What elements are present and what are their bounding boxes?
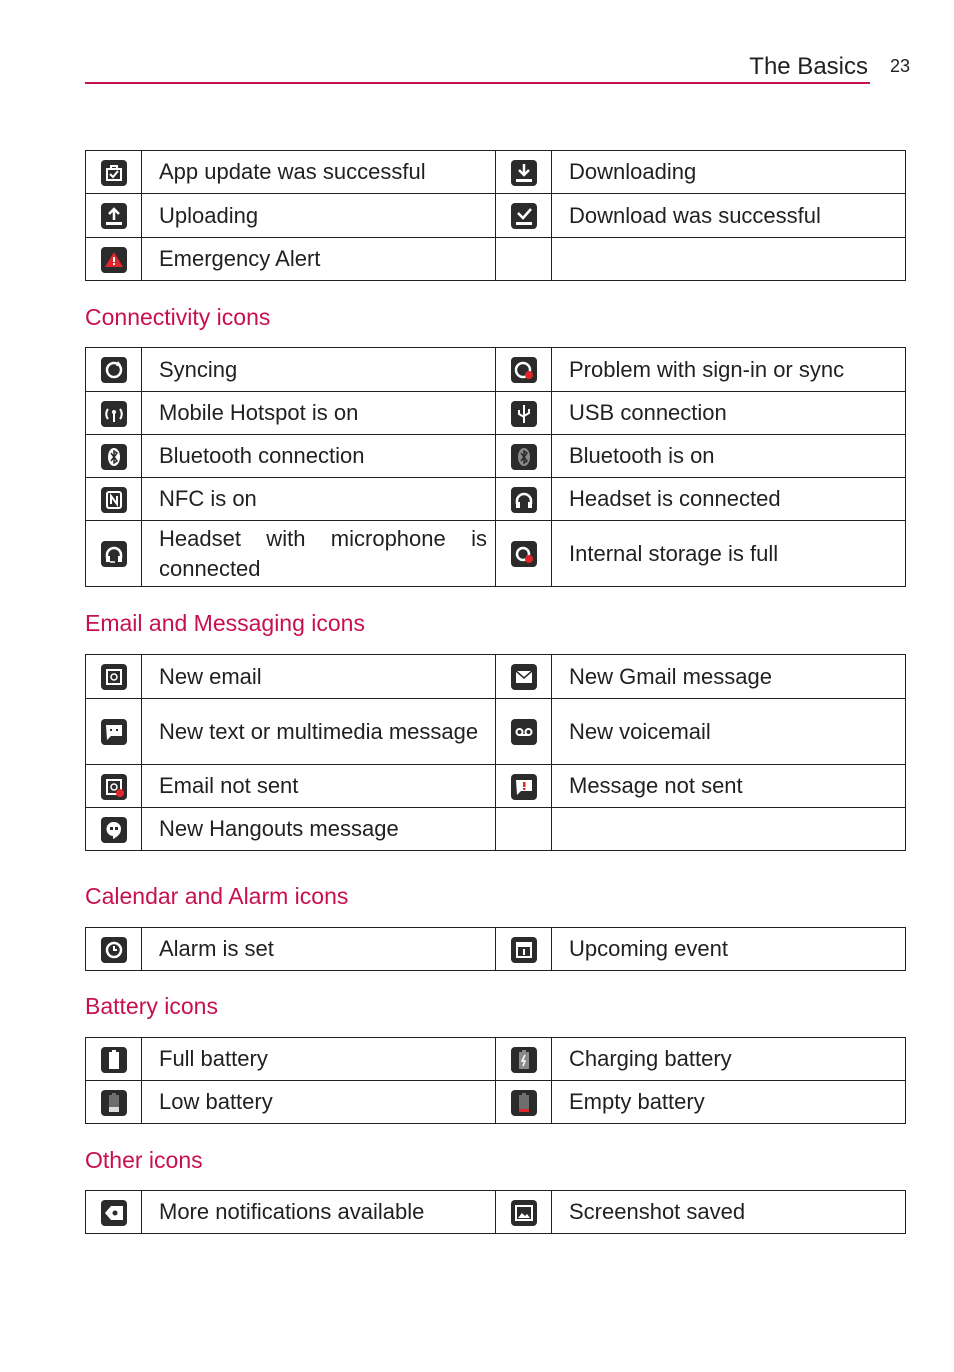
icon-label: Screenshot saved [552,1191,906,1234]
icon-label: App update was successful [142,151,496,194]
download-icon [511,160,537,186]
battery-empty-icon [511,1090,537,1116]
icon-cell [496,478,552,521]
icon-label: New voicemail [552,699,906,765]
email-not-sent-icon [101,774,127,800]
connectivity-icons-table [85,347,906,587]
section-title-connectivity: Connectivity icons [85,304,271,330]
icon-cell [496,392,552,435]
app-update-icon [101,160,127,186]
icon-label: NFC is on [142,478,496,521]
icon-cell [496,1081,552,1124]
battery-low-icon [101,1090,127,1116]
icon-cell [86,151,142,194]
upload-icon [101,203,127,229]
icon-label: Problem with sign-in or sync [552,348,906,392]
icon-label: Alarm is set [142,928,496,971]
icon-label: Downloading [552,151,906,194]
icon-label: Headset with microphone is connected [142,521,496,587]
page-header [85,50,870,84]
battery-charging-icon [511,1047,537,1073]
empty-cell [496,238,552,281]
icon-cell [86,928,142,971]
email-icons-table [85,654,906,851]
icon-label: Headset is connected [552,478,906,521]
alarm-icon [101,937,127,963]
section-title-battery: Battery icons [85,993,218,1019]
sync-icon [101,357,127,383]
icon-label: New email [142,655,496,699]
icon-cell [86,348,142,392]
icon-label: Internal storage is full [552,521,906,587]
icon-cell [496,699,552,765]
icon-cell [86,194,142,238]
other-icons-table [85,1190,906,1234]
icon-label: Bluetooth is on [552,435,906,478]
message-not-sent-icon [511,774,537,800]
icon-label: More notifications available [142,1191,496,1234]
icon-cell [496,521,552,587]
icon-cell [496,435,552,478]
icon-label: Syncing [142,348,496,392]
icon-cell [86,521,142,587]
icon-cell [86,478,142,521]
calendar-icon [511,937,537,963]
section-title-other: Other icons [85,1147,203,1173]
battery-full-icon [101,1047,127,1073]
icon-label: Charging battery [552,1038,906,1081]
icon-cell [86,765,142,808]
download-success-icon [511,203,537,229]
icon-label: New Hangouts message [142,808,496,851]
icon-label: New Gmail message [552,655,906,699]
section-title-email: Email and Messaging icons [85,610,365,636]
icon-label: Download was successful [552,194,906,238]
icon-cell [496,151,552,194]
icon-cell [496,1038,552,1081]
screenshot-icon [511,1200,537,1226]
gmail-icon [511,664,537,690]
emergency-alert-icon [101,247,127,273]
icon-label: Email not sent [142,765,496,808]
sync-problem-icon [511,357,537,383]
voicemail-icon [511,719,537,745]
battery-icons-table [85,1037,906,1124]
icon-label: Upcoming event [552,928,906,971]
notification-icons-table [85,150,906,281]
bluetooth-on-icon [511,444,537,470]
hangouts-icon [101,817,127,843]
empty-cell [552,238,906,281]
icon-label: Low battery [142,1081,496,1124]
empty-cell [552,808,906,851]
icon-cell [496,194,552,238]
icon-cell [86,435,142,478]
page-number: 23 [890,56,911,76]
icon-cell [496,765,552,808]
hotspot-icon [101,401,127,427]
icon-cell [496,348,552,392]
nfc-icon [101,487,127,513]
icon-label: New text or multimedia message [142,699,496,765]
icon-cell [86,1038,142,1081]
icon-cell [496,928,552,971]
icon-cell [86,699,142,765]
icon-label: Empty battery [552,1081,906,1124]
empty-cell [496,808,552,851]
usb-icon [511,401,537,427]
headset-mic-icon [101,541,127,567]
icon-cell [86,1081,142,1124]
more-notifications-icon [101,1200,127,1226]
section-title-calendar: Calendar and Alarm icons [85,883,349,909]
icon-label: USB connection [552,392,906,435]
icon-cell [496,1191,552,1234]
icon-cell [496,655,552,699]
icon-label: Emergency Alert [142,238,496,281]
storage-full-icon [511,541,537,567]
icon-label: Mobile Hotspot is on [142,392,496,435]
new-message-icon [101,719,127,745]
icon-cell [86,238,142,281]
icon-label: Message not sent [552,765,906,808]
icon-label: Full battery [142,1038,496,1081]
calendar-icons-table [85,927,906,971]
bluetooth-connected-icon [101,444,127,470]
new-email-icon [101,664,127,690]
icon-label: Bluetooth connection [142,435,496,478]
icon-cell [86,808,142,851]
icon-label: Uploading [142,194,496,238]
headset-icon [511,487,537,513]
icon-cell [86,1191,142,1234]
icon-cell [86,392,142,435]
chapter-title: The Basics [749,53,868,80]
icon-cell [86,655,142,699]
